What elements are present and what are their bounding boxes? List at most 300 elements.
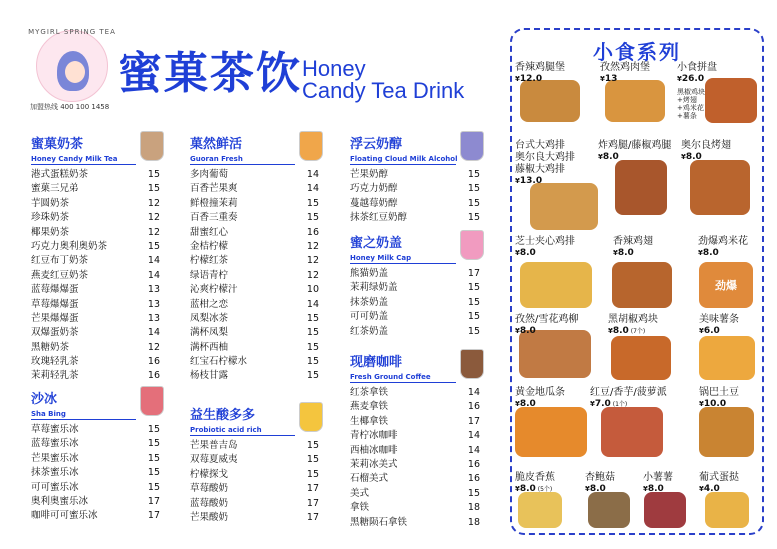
menu-item bbox=[190, 355, 319, 369]
menu-item-price: 16 bbox=[147, 370, 160, 382]
menu-item-price: 12 bbox=[147, 341, 160, 353]
menu-item-price: 18 bbox=[467, 502, 480, 514]
snack-name: 台式大鸡排 bbox=[515, 140, 565, 151]
menu-item bbox=[31, 355, 160, 369]
menu-item bbox=[31, 298, 160, 312]
menu-item bbox=[350, 458, 480, 472]
menu-item-price: 12 bbox=[306, 240, 319, 252]
snack-image bbox=[644, 492, 686, 528]
menu-item-list bbox=[31, 423, 160, 524]
currency-symbol: ¥ bbox=[585, 485, 590, 493]
section-subtitle: Guoran Fresh bbox=[190, 155, 243, 163]
menu-item-price: 13 bbox=[147, 298, 160, 310]
snack-item bbox=[515, 387, 565, 410]
menu-item-list bbox=[350, 168, 480, 226]
menu-item-name: 茉莉冰美式 bbox=[350, 458, 398, 470]
section-subtitle: Fresh Ground Coffee bbox=[350, 373, 431, 381]
menu-item-name: 拿铁 bbox=[350, 502, 370, 514]
menu-item-price: 15 bbox=[147, 481, 160, 493]
drink-cup-image bbox=[299, 402, 323, 432]
snack-price-value: 12.0 bbox=[519, 74, 543, 84]
snack-price-value: 6.0 bbox=[703, 326, 720, 336]
menu-item bbox=[31, 226, 160, 240]
menu-item-price: 15 bbox=[306, 468, 319, 480]
snack-name: 孜然/雪花鸡柳 bbox=[515, 314, 579, 325]
menu-item bbox=[31, 481, 160, 495]
brand-title-en-line1: Honey bbox=[302, 56, 366, 81]
menu-item-price: 17 bbox=[467, 415, 480, 427]
menu-item-name: 多肉葡萄 bbox=[190, 169, 229, 180]
snack-item bbox=[681, 140, 731, 163]
menu-item bbox=[31, 197, 160, 211]
menu-item bbox=[350, 168, 480, 182]
section-divider bbox=[31, 164, 136, 165]
menu-item-price: 15 bbox=[306, 212, 319, 224]
menu-item bbox=[31, 168, 160, 182]
menu-item-name: 绿语青柠 bbox=[190, 269, 229, 281]
menu-item-price: 14 bbox=[147, 327, 160, 339]
menu-item-name: 草莓酸奶 bbox=[190, 483, 229, 495]
menu-item-price: 15 bbox=[467, 169, 480, 180]
drink-cup-image bbox=[460, 131, 484, 161]
menu-item-name: 珍珠奶茶 bbox=[31, 212, 70, 224]
snack-price bbox=[699, 326, 739, 337]
logo-badge bbox=[36, 30, 108, 102]
menu-item bbox=[190, 326, 319, 340]
currency-symbol: ¥ bbox=[600, 75, 605, 83]
menu-item-price: 14 bbox=[306, 169, 319, 180]
menu-item-name: 黑糖奶茶 bbox=[31, 341, 70, 353]
menu-item bbox=[31, 182, 160, 196]
menu-item-name: 沁爽柠檬汁 bbox=[190, 284, 238, 296]
menu-item bbox=[31, 466, 160, 480]
snack-name: 锅巴土豆 bbox=[699, 387, 739, 398]
menu-item-price: 15 bbox=[467, 197, 480, 209]
menu-item-price: 13 bbox=[147, 312, 160, 324]
menu-item-price: 15 bbox=[306, 327, 319, 339]
menu-item-name: 椰果奶茶 bbox=[31, 226, 70, 238]
menu-item-list bbox=[350, 386, 480, 530]
menu-item bbox=[31, 326, 160, 340]
menu-item-price: 13 bbox=[147, 284, 160, 296]
snack-image bbox=[588, 492, 630, 528]
section-divider bbox=[31, 419, 136, 420]
section-title: 浮云奶醇 bbox=[350, 137, 403, 152]
menu-item bbox=[31, 437, 160, 451]
snack-image bbox=[699, 336, 755, 380]
menu-item bbox=[350, 444, 480, 458]
snack-price bbox=[515, 484, 555, 495]
snack-price-value: 8.0 bbox=[519, 248, 536, 258]
menu-item-name: 草莓蜜乐冰 bbox=[31, 424, 79, 435]
brand-title-cn: 蜜菓茶饮 bbox=[118, 48, 302, 99]
menu-item-name: 红茶奶盖 bbox=[350, 325, 389, 337]
menu-item-name: 芋圆奶茶 bbox=[31, 197, 70, 209]
snack-price-value: 4.0 bbox=[703, 484, 720, 494]
snack-name: 小食拼盘 bbox=[677, 62, 717, 73]
snack-image bbox=[615, 160, 667, 215]
menu-item-list bbox=[190, 168, 319, 384]
snack-price-value: 8.0 bbox=[702, 248, 719, 258]
menu-item bbox=[31, 269, 160, 283]
menu-item-price: 12 bbox=[147, 197, 160, 209]
menu-item-price: 16 bbox=[467, 401, 480, 413]
menu-item bbox=[350, 386, 480, 400]
snack-price-value: 8.0 bbox=[617, 248, 634, 258]
snack-price bbox=[643, 484, 673, 495]
menu-item bbox=[190, 511, 319, 525]
menu-item bbox=[31, 369, 160, 383]
currency-symbol: ¥ bbox=[698, 249, 703, 257]
menu-item-price: 15 bbox=[467, 296, 480, 308]
menu-item-name: 燕麦拿铁 bbox=[350, 401, 389, 413]
snack-item bbox=[590, 387, 667, 410]
snack-price bbox=[608, 326, 658, 337]
snack-name: 香辣鸡翅 bbox=[613, 236, 653, 247]
drink-cup-image bbox=[299, 131, 323, 161]
menu-item bbox=[190, 168, 319, 182]
menu-item-price: 15 bbox=[306, 197, 319, 209]
currency-symbol: ¥ bbox=[681, 153, 686, 161]
menu-item-name: 草莓爆爆蛋 bbox=[31, 298, 79, 310]
menu-item-price: 14 bbox=[467, 387, 480, 398]
snack-price bbox=[681, 152, 731, 163]
menu-item-price: 15 bbox=[306, 356, 319, 368]
menu-item-price: 15 bbox=[147, 240, 160, 252]
menu-item-name: 柠檬探戈 bbox=[190, 468, 229, 480]
snack-name: 芝士夹心鸡排 bbox=[515, 236, 575, 247]
snack-price-value: 8.0 bbox=[519, 399, 536, 409]
snack-price bbox=[699, 484, 739, 495]
snack-price-value: 8.0 bbox=[685, 152, 702, 162]
snack-price-value: 26.0 bbox=[681, 74, 705, 84]
menu-item-name: 抹茶红豆奶醇 bbox=[350, 212, 408, 224]
menu-item bbox=[31, 312, 160, 326]
menu-item-name: 茉莉绿奶盖 bbox=[350, 282, 398, 294]
menu-item-price: 17 bbox=[467, 268, 480, 279]
menu-item-price: 15 bbox=[147, 169, 160, 180]
menu-item bbox=[190, 497, 319, 511]
menu-item-price: 14 bbox=[306, 183, 319, 195]
section-title: 菓然鲜活 bbox=[190, 137, 243, 152]
menu-item bbox=[350, 310, 480, 324]
menu-item-name: 蓝柑之恋 bbox=[190, 298, 229, 310]
currency-symbol: ¥ bbox=[598, 153, 603, 161]
menu-item-price: 14 bbox=[306, 298, 319, 310]
section-divider bbox=[350, 263, 456, 264]
menu-item-price: 17 bbox=[147, 495, 160, 507]
menu-item bbox=[350, 281, 480, 295]
hotline: 加盟热线 400 100 1458 bbox=[30, 103, 110, 111]
snack-price bbox=[590, 399, 667, 410]
menu-item-price: 15 bbox=[147, 452, 160, 464]
snack-item bbox=[600, 62, 650, 85]
menu-item-name: 满杯西柚 bbox=[190, 341, 229, 353]
menu-item bbox=[190, 369, 319, 383]
snack-note: (1个) bbox=[610, 401, 628, 408]
snack-image bbox=[518, 492, 562, 528]
menu-item-price: 17 bbox=[147, 510, 160, 522]
snack-name: 脆皮香蕉 bbox=[515, 472, 555, 483]
menu-item-price: 15 bbox=[306, 370, 319, 382]
menu-item-name: 芒果酸奶 bbox=[190, 511, 229, 523]
snack-price-value: 8.0 bbox=[647, 484, 664, 494]
menu-item bbox=[190, 312, 319, 326]
menu-item-name: 玫瑰轻乳茶 bbox=[31, 356, 79, 368]
menu-item-name: 芒果奶醇 bbox=[350, 169, 389, 180]
snack-item bbox=[598, 140, 671, 163]
menu-item-name: 双莓夏威夷 bbox=[190, 454, 238, 466]
snack-price bbox=[515, 326, 578, 337]
snack-price-value: 8.0 bbox=[589, 484, 606, 494]
snack-price-value: 13 bbox=[604, 74, 618, 84]
section-subtitle: Sha Bing bbox=[31, 410, 66, 418]
menu-item-name: 金桔柠檬 bbox=[190, 240, 229, 252]
snack-image bbox=[605, 80, 665, 122]
snack-item bbox=[698, 236, 748, 259]
currency-symbol: ¥ bbox=[515, 327, 520, 335]
menu-item-price: 17 bbox=[306, 497, 319, 509]
section-title: 沙冰 bbox=[31, 392, 58, 407]
section-title: 蜜菓奶茶 bbox=[31, 137, 84, 152]
menu-item-name: 蓝莓蜜乐冰 bbox=[31, 438, 79, 450]
menu-item bbox=[190, 341, 319, 355]
menu-item-name: 红豆布丁奶茶 bbox=[31, 255, 89, 267]
section-title: 现磨咖啡 bbox=[350, 355, 403, 370]
menu-item bbox=[350, 296, 480, 310]
menu-item-price: 15 bbox=[306, 454, 319, 466]
snack-name: 小薯薯 bbox=[643, 472, 673, 483]
menu-item bbox=[350, 267, 480, 281]
section-divider bbox=[350, 164, 456, 165]
snack-price bbox=[698, 248, 748, 259]
menu-item-price: 15 bbox=[147, 183, 160, 195]
menu-item-price: 15 bbox=[467, 282, 480, 294]
menu-item-price: 15 bbox=[467, 183, 480, 195]
menu-item bbox=[31, 452, 160, 466]
menu-item-name: 甜蜜红心 bbox=[190, 226, 229, 238]
snack-item bbox=[643, 472, 673, 495]
menu-item-name: 凤梨冰茶 bbox=[190, 312, 229, 324]
menu-item-price: 15 bbox=[467, 325, 480, 337]
menu-item-name: 红茶拿铁 bbox=[350, 387, 389, 398]
menu-item-name: 红宝石柠檬水 bbox=[190, 356, 248, 368]
snack-item bbox=[515, 140, 575, 187]
snack-name: 藤椒大鸡排 bbox=[515, 164, 565, 175]
menu-item bbox=[190, 211, 319, 225]
snack-price-value: 8.0 bbox=[519, 326, 536, 336]
menu-item-name: 石榴美式 bbox=[350, 473, 389, 485]
snack-price bbox=[515, 176, 575, 187]
snack-price bbox=[515, 74, 565, 85]
menu-item-name: 美式 bbox=[350, 487, 370, 499]
menu-item bbox=[350, 429, 480, 443]
currency-symbol: ¥ bbox=[515, 249, 520, 257]
menu-item bbox=[350, 197, 480, 211]
menu-item-price: 15 bbox=[467, 212, 480, 224]
snack-price-value: 7.0 bbox=[594, 399, 611, 409]
section-title: 益生酸多多 bbox=[190, 408, 256, 423]
currency-symbol: ¥ bbox=[613, 249, 618, 257]
snack-title: 小食系列 bbox=[593, 40, 681, 64]
currency-symbol: ¥ bbox=[515, 485, 520, 493]
section-subtitle: Honey Milk Cap bbox=[350, 254, 412, 262]
menu-item-list bbox=[31, 168, 160, 384]
drink-cup-image bbox=[140, 131, 164, 161]
menu-item-name: 百香芒果爽 bbox=[190, 183, 238, 195]
snack-item bbox=[699, 314, 739, 337]
menu-item-price: 14 bbox=[467, 430, 480, 442]
menu-item bbox=[31, 495, 160, 509]
menu-item-name: 巧克力奥利奥奶茶 bbox=[31, 240, 108, 252]
currency-symbol: ¥ bbox=[643, 485, 648, 493]
menu-item-name: 燕麦红豆奶茶 bbox=[31, 269, 89, 281]
menu-item-name: 抹茶蜜乐冰 bbox=[31, 467, 79, 479]
menu-item-name: 可可蜜乐冰 bbox=[31, 481, 79, 493]
snack-name: 香辣鸡腿堡 bbox=[515, 62, 565, 73]
menu-item-name: 抹茶奶盖 bbox=[350, 296, 389, 308]
menu-item-name: 蓝莓酸奶 bbox=[190, 497, 229, 509]
brand-logo bbox=[22, 30, 122, 112]
menu-item-name: 芒果普吉岛 bbox=[190, 440, 238, 451]
snack-image bbox=[690, 160, 750, 215]
menu-item bbox=[190, 254, 319, 268]
menu-item bbox=[190, 453, 319, 467]
snack-name: 孜然鸡肉堡 bbox=[600, 62, 650, 73]
snack-image bbox=[520, 80, 580, 122]
menu-item-price: 17 bbox=[306, 511, 319, 523]
menu-item-name: 双爆蛋奶茶 bbox=[31, 327, 79, 339]
menu-item-price: 14 bbox=[467, 444, 480, 456]
menu-item bbox=[31, 211, 160, 225]
snack-price-value: 8.0 bbox=[519, 484, 536, 494]
snack-name: 红豆/香芋/菠萝派 bbox=[590, 387, 667, 398]
menu-item bbox=[350, 516, 480, 530]
menu-item-price: 15 bbox=[147, 467, 160, 479]
drink-cup-image bbox=[460, 230, 484, 260]
currency-symbol: ¥ bbox=[699, 400, 704, 408]
section-divider bbox=[190, 164, 295, 165]
section-divider bbox=[350, 382, 456, 383]
menu-item-price: 18 bbox=[467, 516, 480, 528]
section-divider bbox=[190, 435, 295, 436]
brand-title-en bbox=[302, 58, 464, 102]
menu-item-name: 港式蛋糕奶茶 bbox=[31, 169, 89, 180]
snack-item bbox=[585, 472, 615, 495]
snack-image bbox=[611, 336, 671, 380]
menu-item-name: 鲜橙撞茉莉 bbox=[190, 197, 238, 209]
menu-item-price: 15 bbox=[467, 487, 480, 499]
menu-item-name: 蔓越莓奶醇 bbox=[350, 197, 398, 209]
menu-item-name: 芒果爆爆蛋 bbox=[31, 312, 79, 324]
menu-item bbox=[350, 211, 480, 225]
menu-item bbox=[31, 254, 160, 268]
menu-item bbox=[190, 439, 319, 453]
menu-item-price: 16 bbox=[467, 458, 480, 470]
snack-name: 奥尔良大鸡排 bbox=[515, 152, 575, 163]
snack-price-value: 8.0 bbox=[612, 326, 629, 336]
menu-item-name: 咖啡可可蜜乐冰 bbox=[31, 510, 98, 522]
snack-price bbox=[598, 152, 671, 163]
currency-symbol: ¥ bbox=[515, 400, 520, 408]
brand-title-en-line2: Candy Tea Drink bbox=[302, 78, 465, 103]
menu-item bbox=[350, 182, 480, 196]
menu-item-name: 茉莉轻乳茶 bbox=[31, 370, 79, 382]
snack-name: 美味薯条 bbox=[699, 314, 739, 325]
menu-item-price: 16 bbox=[467, 473, 480, 485]
girl-face bbox=[65, 61, 85, 83]
menu-item bbox=[190, 482, 319, 496]
snack-item bbox=[515, 236, 575, 259]
menu-item bbox=[31, 341, 160, 355]
snack-item bbox=[699, 387, 739, 410]
menu-item-name: 奥利奥蜜乐冰 bbox=[31, 495, 89, 507]
snack-image-label: 劲爆 bbox=[699, 262, 753, 308]
drink-cup-image bbox=[140, 386, 164, 416]
menu-item bbox=[31, 509, 160, 523]
menu-item bbox=[190, 269, 319, 283]
menu-item bbox=[190, 182, 319, 196]
menu-item-list bbox=[350, 267, 480, 339]
menu-item-name: 百香三重奏 bbox=[190, 212, 238, 224]
menu-item-price: 14 bbox=[147, 269, 160, 281]
section-title: 蜜之奶盖 bbox=[350, 236, 403, 251]
menu-item-price: 15 bbox=[147, 424, 160, 435]
menu-item bbox=[350, 325, 480, 339]
menu-item-name: 西柚冰咖啡 bbox=[350, 444, 398, 456]
menu-item-price: 15 bbox=[306, 341, 319, 353]
snack-image bbox=[530, 183, 598, 230]
currency-symbol: ¥ bbox=[515, 177, 520, 185]
currency-symbol: ¥ bbox=[699, 485, 704, 493]
menu-item-name: 满杯凤梨 bbox=[190, 327, 229, 339]
currency-symbol: ¥ bbox=[590, 400, 595, 408]
menu-item bbox=[190, 240, 319, 254]
menu-item-list bbox=[190, 439, 319, 525]
menu-item-price: 16 bbox=[306, 226, 319, 238]
menu-item-price: 15 bbox=[306, 312, 319, 324]
menu-item bbox=[190, 283, 319, 297]
menu-item bbox=[31, 240, 160, 254]
currency-symbol: ¥ bbox=[677, 75, 682, 83]
currency-symbol: ¥ bbox=[608, 327, 613, 335]
snack-item bbox=[677, 62, 717, 85]
snack-image bbox=[519, 330, 591, 378]
currency-symbol: ¥ bbox=[699, 327, 704, 335]
menu-item-price: 15 bbox=[147, 438, 160, 450]
currency-symbol: ¥ bbox=[515, 75, 520, 83]
menu-item-name: 杨枝甘露 bbox=[190, 370, 229, 382]
menu-item bbox=[190, 298, 319, 312]
snack-image bbox=[515, 407, 587, 457]
snack-price bbox=[677, 74, 717, 85]
menu-item bbox=[350, 501, 480, 515]
drink-cup-image bbox=[460, 349, 484, 379]
snack-item bbox=[515, 62, 565, 85]
snack-item bbox=[515, 314, 578, 337]
section-subtitle: Floating Cloud Milk Alcohol bbox=[350, 155, 458, 163]
snack-image bbox=[705, 492, 749, 528]
snack-image bbox=[612, 262, 672, 308]
snack-price-value: 13.0 bbox=[519, 176, 543, 186]
platter-note: 黑椒鸡块+烤翅+鸡米花+薯条 bbox=[677, 88, 705, 120]
snack-price bbox=[585, 484, 615, 495]
snack-name: 奥尔良烤翅 bbox=[681, 140, 731, 151]
menu-item-price: 16 bbox=[147, 356, 160, 368]
menu-item bbox=[190, 226, 319, 240]
menu-item-price: 12 bbox=[147, 212, 160, 224]
menu-item bbox=[350, 400, 480, 414]
